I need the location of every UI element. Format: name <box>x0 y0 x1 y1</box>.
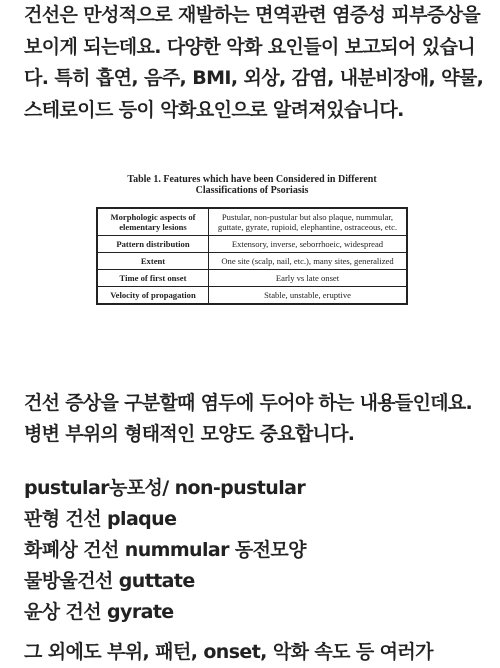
table-row <box>97 287 407 305</box>
list-item: 화폐상 건선 nummular 동전모양 <box>24 539 306 561</box>
second-paragraph: 건선 증상을 구분할때 염두에 두어야 하는 내용들인데요. 병변 부위의 형태적인 모양도 중요합니다. <box>24 392 473 445</box>
feature-label: Extent <box>97 253 209 270</box>
table-caption-line-1: Table 1. Features which have been Considered in Different <box>127 174 377 185</box>
feature-label: Pattern distribution <box>97 236 209 253</box>
psoriasis-features-table <box>96 207 408 305</box>
list-item: 물방울건선 guttate <box>24 570 195 592</box>
intro-paragraph: 건선은 만성적으로 재발하는 면역관련 염증성 피부증상을 보이게 되는데요. 다양한 악화 요인들이 보고되어 있습니다. 특히 흡연, 음주, BMI, 외상, 감염, 내분비장애, 약물, 스테로이드 등이 악화요인으로 알려져있습니다. <box>24 4 484 121</box>
table-figure <box>96 174 408 305</box>
list-item: pustular농포성/ non-pustular <box>24 477 306 499</box>
table-caption-line-2: Classifications of Psoriasis <box>195 185 309 196</box>
trailing-paragraph: 그 외에도 부위, 패턴, onset, 악화 속도 등 여러가 <box>24 641 433 663</box>
feature-value: Pustular, non-pustular but also plaque, nummular, guttate, gyrate, rupioid, elephantine, ostraceous, etc. <box>209 208 408 236</box>
table-row <box>97 253 407 270</box>
list-item: 윤상 건선 gyrate <box>24 601 174 623</box>
table-row <box>97 208 407 236</box>
table-row <box>97 270 407 287</box>
feature-value: Early vs late onset <box>209 270 408 287</box>
feature-label: Morphologic aspects of elementary lesions <box>97 208 209 236</box>
feature-value: Extensory, inverse, seborrhoeic, widespread <box>209 236 408 253</box>
feature-label: Velocity of propagation <box>97 287 209 305</box>
feature-value: One site (scalp, nail, etc.), many sites, generalized <box>209 253 408 270</box>
feature-value: Stable, unstable, eruptive <box>209 287 408 305</box>
table-caption <box>96 174 408 196</box>
table-row <box>97 236 407 253</box>
feature-label: Time of first onset <box>97 270 209 287</box>
lesion-type-list <box>24 473 484 628</box>
list-item: 판형 건선 plaque <box>24 508 177 530</box>
